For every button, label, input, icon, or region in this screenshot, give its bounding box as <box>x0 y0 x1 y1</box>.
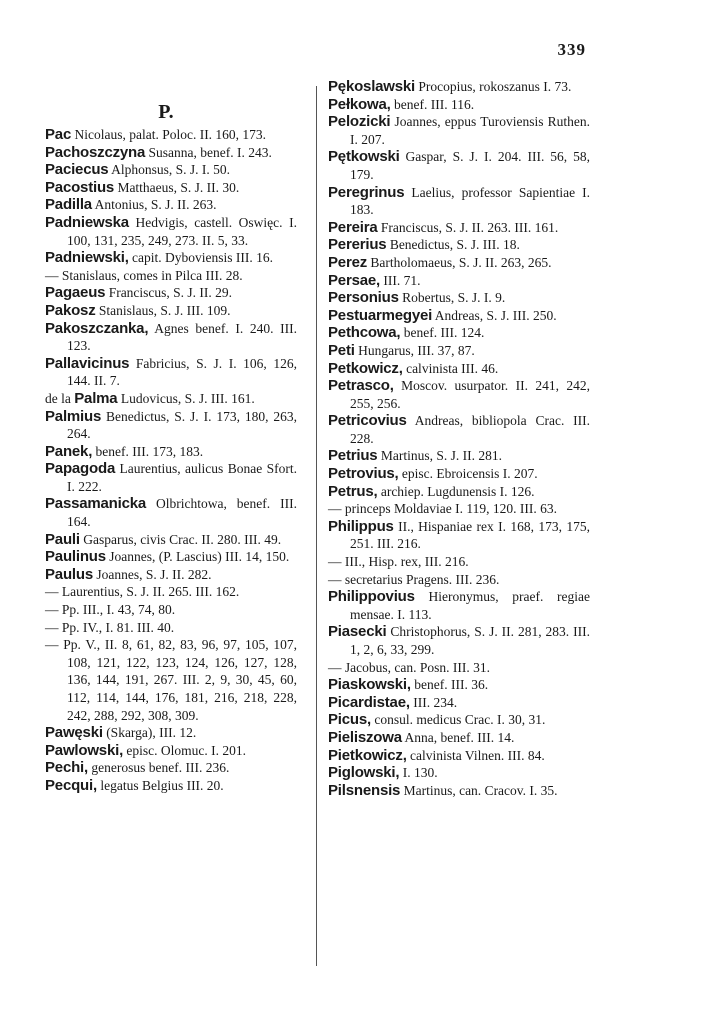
index-entry <box>45 777 297 795</box>
entry-headword: Piaskowski, <box>328 676 411 694</box>
index-entry <box>328 729 590 747</box>
entry-text: benef. III. 124. <box>400 325 485 341</box>
left-column <box>45 99 297 795</box>
entry-headword: Petrus, <box>328 482 378 500</box>
entry-text: Agnes benef. I. 240. III. 123. <box>67 320 297 354</box>
entry-headword: Pilsnensis <box>328 781 401 799</box>
entry-headword: Pestuarmegyei <box>328 306 433 324</box>
entry-text: calvinista Vilnen. III. 84. <box>406 747 545 763</box>
entry-headword: Philippovius <box>328 588 415 606</box>
entry-text: Hungarus, III. 37, 87. <box>354 342 475 358</box>
entry-headword: Pelozicki <box>328 113 391 131</box>
index-entry <box>328 571 590 589</box>
index-entry <box>328 342 590 360</box>
entry-text: Laurentius, aulicus Bonae Sfort. I. 222. <box>67 461 297 494</box>
entry-text: Andreas, S. J. III. 250. <box>432 307 557 323</box>
entry-text: Bartholomaeus, S. J. II. 263, 265. <box>367 254 552 270</box>
index-entry <box>45 302 297 320</box>
index-entry <box>45 196 297 214</box>
entry-headword: Perez <box>328 253 368 271</box>
index-entry <box>45 495 297 530</box>
entry-text: Martinus, S. J. II. 281. <box>377 448 502 464</box>
entry-text: — secretarius Pragens. III. 236. <box>328 571 500 587</box>
index-entry <box>328 764 590 782</box>
entry-text: Andreas, bibliopola Crac. III. 228. <box>350 413 590 446</box>
entry-headword: Petricovius <box>328 412 407 430</box>
index-entry <box>45 583 297 601</box>
entry-text: Fabricius, S. J. I. 106, 126, 144. II. 7. <box>67 355 297 389</box>
entry-text: — Laurentius, S. J. II. 265. III. 162. <box>45 584 240 600</box>
entry-text: calvinista III. 46. <box>402 360 499 376</box>
entry-headword: Piasecki <box>328 623 387 641</box>
entry-text: Gasparus, civis Crac. II. 280. III. 49. <box>79 531 282 547</box>
index-entry <box>45 249 297 267</box>
index-entry <box>328 500 590 518</box>
entry-text: Gaspar, S. J. I. 204. III. 56, 58, 179. <box>350 149 590 182</box>
entry-headword: Pawęski <box>45 724 103 742</box>
index-entry <box>45 390 297 408</box>
index-entry <box>45 724 297 742</box>
entry-headword: Pechi, <box>45 759 88 777</box>
entry-text: I. 130. <box>399 765 438 781</box>
right-entries <box>328 78 590 799</box>
entry-text: Alphonsus, S. J. I. 50. <box>108 162 230 178</box>
entry-text: Franciscus, S. J. II. 263. III. 161. <box>377 219 559 235</box>
index-entry <box>328 324 590 342</box>
entry-headword: Peregrinus <box>328 183 405 201</box>
index-entry <box>45 531 297 549</box>
entry-headword: Palmius <box>45 407 102 425</box>
entry-text: legatus Belgius III. 20. <box>96 777 224 793</box>
entry-headword: Pecqui, <box>45 776 97 794</box>
entry-text: — III., Hisp. rex, III. 216. <box>328 554 469 570</box>
index-entry <box>328 272 590 290</box>
entry-text: benef. III. 173, 183. <box>92 443 204 459</box>
index-entry <box>45 408 297 443</box>
entry-text: Nicolaus, palat. Poloc. II. 160, 173. <box>71 127 267 142</box>
entry-headword: Pietkowicz, <box>328 746 407 764</box>
entry-text: — Pp. III., I. 43, 74, 80. <box>45 602 176 618</box>
entry-headword: Personius <box>328 289 399 307</box>
index-entry <box>328 623 590 658</box>
index-entry <box>328 78 590 96</box>
entry-text: III. 71. <box>379 272 421 288</box>
entry-headword: Paulinus <box>45 548 106 566</box>
index-entry <box>328 483 590 501</box>
entry-text: Christophorus, S. J. II. 281, 283. III. 1, 2, 6, 33, 299. <box>350 624 590 657</box>
entry-text: (Skarga), III. 12. <box>102 725 197 741</box>
index-entry <box>45 267 297 285</box>
index-entry <box>45 179 297 197</box>
index-entry <box>45 460 297 495</box>
index-entry <box>328 148 590 183</box>
entry-headword: Padniewski, <box>45 249 129 267</box>
entry-headword: Padilla <box>45 196 92 214</box>
entry-headword: Pererius <box>328 236 387 254</box>
entry-text: Hieronymus, praef. regiae mensae. I. 113. <box>350 589 590 622</box>
entry-headword: Pękoslawski <box>328 78 416 95</box>
index-entry <box>328 360 590 378</box>
entry-headword: Pakosz <box>45 301 96 319</box>
entry-text: benef. III. 36. <box>410 677 489 693</box>
index-entry <box>45 566 297 584</box>
entry-headword: Pacostius <box>45 178 115 196</box>
entry-headword: Pakoszczanka, <box>45 319 149 337</box>
index-entry <box>328 113 590 148</box>
index-entry <box>45 636 297 724</box>
entry-headword: Pachoszczyna <box>45 143 146 161</box>
entry-text: Susanna, benef. I. 243. <box>145 144 272 160</box>
index-entry <box>328 289 590 307</box>
index-entry <box>328 447 590 465</box>
index-entry <box>328 694 590 712</box>
index-entry <box>328 236 590 254</box>
entry-text: Franciscus, S. J. II. 29. <box>105 285 233 301</box>
entry-text: Joannes, eppus Turoviensis Ruthen. I. 207. <box>350 114 590 147</box>
entry-text: consul. medicus Crac. I. 30, 31. <box>371 712 546 728</box>
entry-headword: Pieliszowa <box>328 728 402 746</box>
index-entry <box>45 161 297 179</box>
entry-text: episc. Olomuc. I. 201. <box>123 742 247 758</box>
right-column <box>328 78 590 799</box>
index-entry <box>328 676 590 694</box>
index-entry <box>328 219 590 237</box>
entry-text: — Stanislaus, comes in Pilca III. 28. <box>45 267 243 283</box>
index-entry <box>45 144 297 162</box>
index-entry <box>328 553 590 571</box>
entry-text: Benedictus, S. J. I. 173, 180, 263, 264. <box>67 408 297 442</box>
index-entry <box>328 588 590 623</box>
entry-text: Olbrichtowa, benef. III. 164. <box>67 496 297 530</box>
entry-text: — Jacobus, can. Posn. III. 31. <box>328 659 490 675</box>
entry-text: Joannes, (P. Lascius) III. 14, 150. <box>105 549 290 565</box>
entry-headword: Paulus <box>45 565 93 583</box>
entry-text: episc. Ebroicensis I. 207. <box>398 466 538 482</box>
entry-text: Procopius, rokoszanus I. 73. <box>415 79 572 94</box>
entry-headword: Petrovius, <box>328 465 399 483</box>
entry-headword: Pereira <box>328 218 378 236</box>
index-entry <box>45 742 297 760</box>
index-entry <box>45 443 297 461</box>
entry-text: Antonius, S. J. II. 263. <box>91 197 217 213</box>
entry-text: de la <box>45 390 75 406</box>
entry-headword: Panek, <box>45 442 93 460</box>
entry-headword: Pauli <box>45 530 80 548</box>
index-entry <box>328 96 590 114</box>
index-entry <box>328 518 590 553</box>
entry-text: Moscov. usurpator. II. 241, 242, 255, 256. <box>350 378 590 411</box>
entry-headword: Philippus <box>328 517 394 535</box>
entry-text: Laelius, professor Sapientiae I. 183. <box>350 184 590 218</box>
index-entry <box>328 377 590 412</box>
entry-text: Stanislaus, S. J. III. 109. <box>95 302 231 318</box>
entry-headword: Petkowicz, <box>328 359 403 377</box>
entry-headword: Pętkowski <box>328 148 400 166</box>
entry-headword: Palma <box>74 389 118 407</box>
entry-text: benef. III. 116. <box>390 96 475 112</box>
entry-headword: Petrasco, <box>328 377 394 395</box>
index-entry <box>328 747 590 765</box>
index-entry <box>45 320 297 355</box>
entry-headword: Passamanicka <box>45 495 147 513</box>
entry-headword: Picus, <box>328 711 371 729</box>
entry-headword: Pethcowa, <box>328 324 401 342</box>
entry-headword: Pac <box>45 126 72 143</box>
entry-text: Benedictus, S. J. III. 18. <box>386 237 520 253</box>
entry-headword: Picardistae, <box>328 693 410 711</box>
index-entry <box>45 619 297 637</box>
entry-text: generosus benef. III. 236. <box>88 760 230 776</box>
entry-text: Martinus, can. Cracov. I. 35. <box>400 782 558 798</box>
entry-text: Hedvigis, castell. Oswięc. I. 100, 131, 235, 249, 273. II. 5, 33. <box>67 214 297 248</box>
entry-text: Anna, benef. III. 14. <box>401 729 515 745</box>
entry-headword: Pawlowski, <box>45 741 124 759</box>
entry-headword: Paciecus <box>45 161 109 179</box>
index-entry <box>328 711 590 729</box>
entry-text: III. 234. <box>409 694 458 710</box>
entry-text: — Pp. V., II. 8, 61, 82, 83, 96, 97, 105, 107, 108, 121, 122, 123, 124, 126, 127, 128, 136, 144, 191, 267. III. 2, 9, 30, 45, 60, 112, 114, 144, 176, 181, 216, 218, 228, 242, 288, 292, 308, 309. <box>45 637 297 723</box>
entry-text: — princeps Moldaviae I. 119, 120. III. 63. <box>328 501 557 517</box>
entry-text: archiep. Lugdunensis I. 126. <box>377 483 535 499</box>
entry-text: Joannes, S. J. II. 282. <box>92 566 212 582</box>
entry-headword: Petrius <box>328 447 378 465</box>
entry-text: II., Hispaniae rex I. 168, 173, 175, 251. III. 216. <box>350 518 590 552</box>
index-entry <box>45 355 297 390</box>
index-entry <box>45 214 297 249</box>
entry-text: capit. Dyboviensis III. 16. <box>128 250 274 266</box>
index-entry <box>328 307 590 325</box>
entry-headword: Piglowski, <box>328 764 400 782</box>
index-entry <box>45 126 297 144</box>
entry-headword: Pagaeus <box>45 284 106 302</box>
entry-headword: Pełkowa, <box>328 95 391 113</box>
entry-text: — Pp. IV., I. 81. III. 40. <box>45 619 175 635</box>
entry-text: Ludovicus, S. J. III. 161. <box>117 390 255 406</box>
entry-headword: Peti <box>328 341 355 359</box>
entry-headword: Pallavicinus <box>45 354 130 372</box>
index-entry <box>328 254 590 272</box>
index-entry <box>328 184 590 219</box>
entry-text: Robertus, S. J. I. 9. <box>398 290 506 306</box>
column-divider <box>316 86 317 966</box>
left-entries <box>45 126 297 795</box>
index-entry <box>328 412 590 447</box>
entry-headword: Padniewska <box>45 213 129 231</box>
index-entry <box>45 601 297 619</box>
entry-headword: Persae, <box>328 271 380 289</box>
page-number: 339 <box>557 40 586 59</box>
index-entry <box>45 759 297 777</box>
index-entry <box>328 465 590 483</box>
index-entry <box>328 659 590 677</box>
index-entry <box>328 782 590 800</box>
index-entry <box>45 284 297 302</box>
entry-headword: Papagoda <box>45 460 116 478</box>
index-entry <box>45 548 297 566</box>
section-letter: P. <box>158 101 174 123</box>
entry-text: Matthaeus, S. J. II. 30. <box>114 179 240 195</box>
